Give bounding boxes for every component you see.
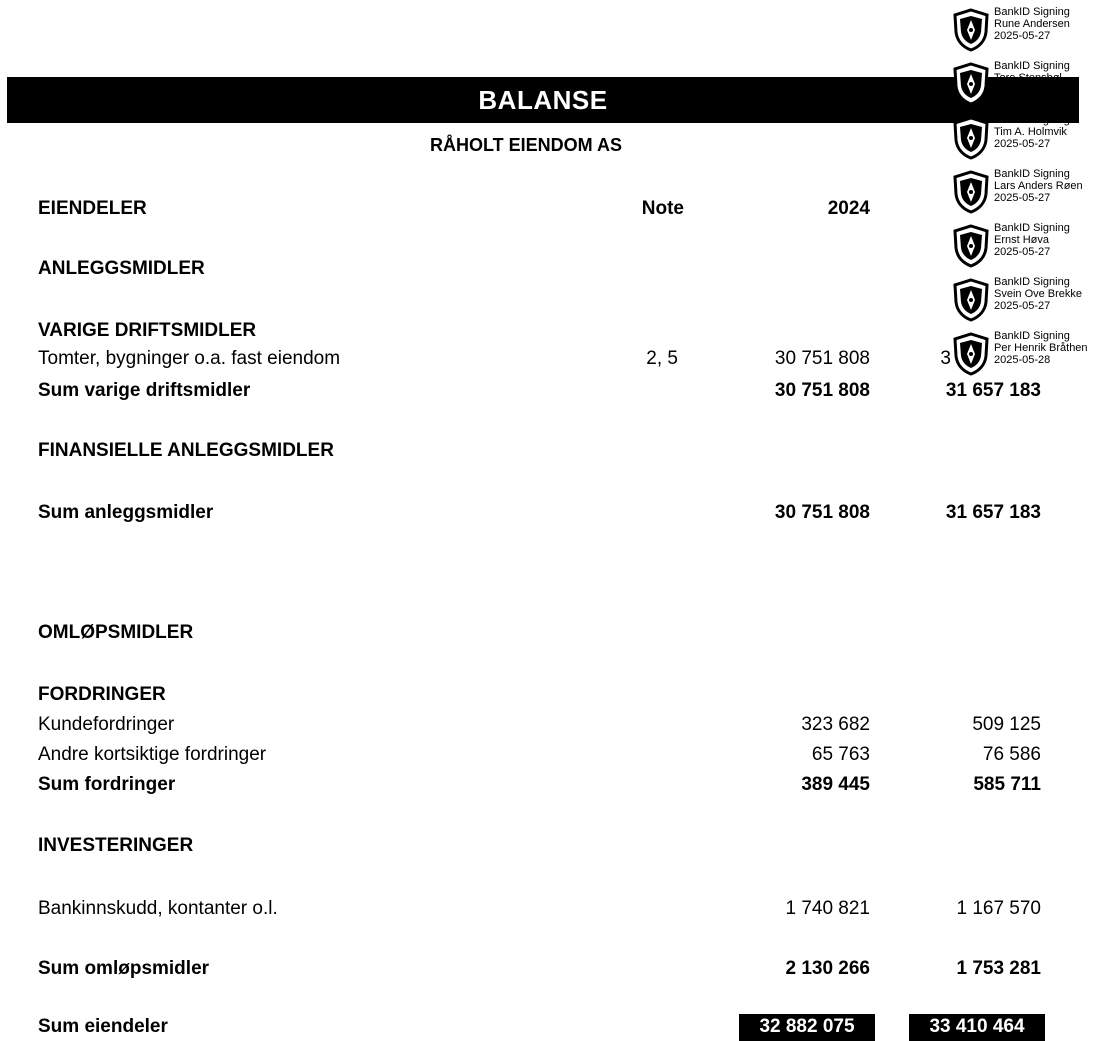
signature-name: Rune Andersen <box>994 18 1070 30</box>
row-bankinnskudd <box>0 896 1112 922</box>
row-label: Sum omløpsmidler <box>38 958 210 979</box>
column-header-row <box>0 196 1112 222</box>
bankid-shield-icon <box>952 170 990 214</box>
signature-stamp <box>952 168 1112 218</box>
signature-provider: BankID Signing <box>994 276 1070 288</box>
value-prior-year: 1 167 570 <box>956 898 1041 919</box>
row-label: Sum varige driftsmidler <box>38 380 251 401</box>
value-2024: 389 445 <box>801 774 870 795</box>
heading-label: OMLØPSMIDLER <box>38 622 194 643</box>
signature-provider: BankID Signing <box>994 60 1070 72</box>
signature-stamp <box>952 222 1112 272</box>
signature-name: Ernst Høva <box>994 234 1050 246</box>
row-sum-varige <box>0 378 1112 404</box>
heading-label: FINANSIELLE ANLEGGSMIDLER <box>38 440 334 461</box>
value-prior-year: 76 586 <box>982 744 1041 765</box>
value-2024: 30 751 808 <box>774 502 870 523</box>
total-value-prior-year: 33 410 464 <box>909 1014 1045 1041</box>
row-sum-fordringer <box>0 772 1112 798</box>
signature-stamp <box>952 330 1112 380</box>
value-2024: 30 751 808 <box>774 380 870 401</box>
signature-date: 2025-05-28 <box>994 354 1051 366</box>
heading-varige-driftsmidler <box>0 318 1112 344</box>
signature-provider: BankID Signing <box>994 6 1070 18</box>
signature-name: Svein Ove Brekke <box>994 288 1083 300</box>
bankid-shield-icon <box>952 278 990 322</box>
heading-omlopsmidler <box>0 620 1112 646</box>
signature-date: 2025-05-27 <box>994 246 1051 258</box>
heading-label: INVESTERINGER <box>38 835 194 856</box>
value-prior-year: 1 753 281 <box>956 958 1041 979</box>
year-column-header: 2024 <box>827 198 870 219</box>
row-kundefordringer <box>0 712 1112 738</box>
value-prior-year: 509 125 <box>972 714 1041 735</box>
bankid-shield-icon <box>952 8 990 52</box>
row-label: Kundefordringer <box>38 714 175 735</box>
row-note: 2, 5 <box>646 348 678 369</box>
heading-label: FORDRINGER <box>38 684 166 705</box>
total-value-2024: 32 882 075 <box>739 1014 875 1041</box>
row-label: Tomter, bygninger o.a. fast eiendom <box>38 348 341 369</box>
row-label: Sum eiendeler <box>38 1016 168 1037</box>
heading-fordringer <box>0 682 1112 708</box>
row-label: Sum fordringer <box>38 774 176 795</box>
signature-stamp <box>952 6 1112 56</box>
value-2024: 2 130 266 <box>785 958 870 979</box>
row-label: Bankinnskudd, kontanter o.l. <box>38 898 278 919</box>
signature-text <box>994 168 1112 204</box>
signature-date: 2025-05-27 <box>994 138 1051 150</box>
value-prior-year: 3 <box>940 348 951 369</box>
heading-finansielle <box>0 438 1112 464</box>
signature-text <box>994 114 1112 150</box>
company-name: RÅHOLT EIENDOM AS <box>430 135 622 155</box>
bankid-shield-icon <box>952 62 990 106</box>
row-tomter <box>0 346 1112 372</box>
heading-anleggsmidler <box>0 256 1112 282</box>
value-prior-year: 31 657 183 <box>945 502 1041 523</box>
heading-investeringer <box>0 833 1112 859</box>
value-2024: 323 682 <box>801 714 870 735</box>
signature-provider: BankID Signing <box>994 114 1070 126</box>
document-title: BALANSE <box>478 85 608 115</box>
signature-text <box>994 60 1112 96</box>
heading-label: ANLEGGSMIDLER <box>38 258 205 279</box>
signature-date: 2025-05-27 <box>994 30 1051 42</box>
signature-stamp <box>952 276 1112 326</box>
value-2024: 30 751 808 <box>774 348 870 369</box>
value-2024: 65 763 <box>811 744 870 765</box>
signature-date: 2025-05-27 <box>994 84 1051 96</box>
row-sum-eiendeler <box>0 1014 1112 1040</box>
note-column-header: Note <box>641 198 684 219</box>
bankid-shield-icon <box>952 224 990 268</box>
value-2024: 1 740 821 <box>785 898 870 919</box>
signature-provider: BankID Signing <box>994 168 1070 180</box>
signature-text <box>994 222 1112 258</box>
signature-provider: BankID Signing <box>994 222 1070 234</box>
value-prior-year: 31 657 183 <box>945 380 1041 401</box>
signature-stamp <box>952 114 1112 164</box>
bankid-shield-icon <box>952 116 990 160</box>
row-sum-omlopsmidler <box>0 956 1112 982</box>
signature-text <box>994 276 1112 312</box>
row-label: Sum anleggsmidler <box>38 502 214 523</box>
signature-stamp <box>952 60 1112 110</box>
signature-name: Lars Anders Røen <box>994 180 1083 192</box>
signature-name: Tim A. Holmvik <box>994 126 1067 138</box>
signature-name: Per Henrik Bråthen <box>994 342 1088 354</box>
signature-text <box>994 330 1112 366</box>
value-prior-year: 585 711 <box>973 774 1041 795</box>
row-label: Andre kortsiktige fordringer <box>38 744 267 765</box>
heading-label: VARIGE DRIFTSMIDLER <box>38 320 257 341</box>
section-heading-eiendeler: EIENDELER <box>38 198 147 219</box>
row-andre-fordringer <box>0 742 1112 768</box>
signature-name: Tore Stensbøl <box>994 72 1062 84</box>
row-sum-anleggsmidler <box>0 500 1112 526</box>
bankid-shield-icon <box>952 332 990 376</box>
signature-date: 2025-05-27 <box>994 192 1051 204</box>
signature-date: 2025-05-27 <box>994 300 1051 312</box>
signature-provider: BankID Signing <box>994 330 1070 342</box>
signature-text <box>994 6 1112 42</box>
